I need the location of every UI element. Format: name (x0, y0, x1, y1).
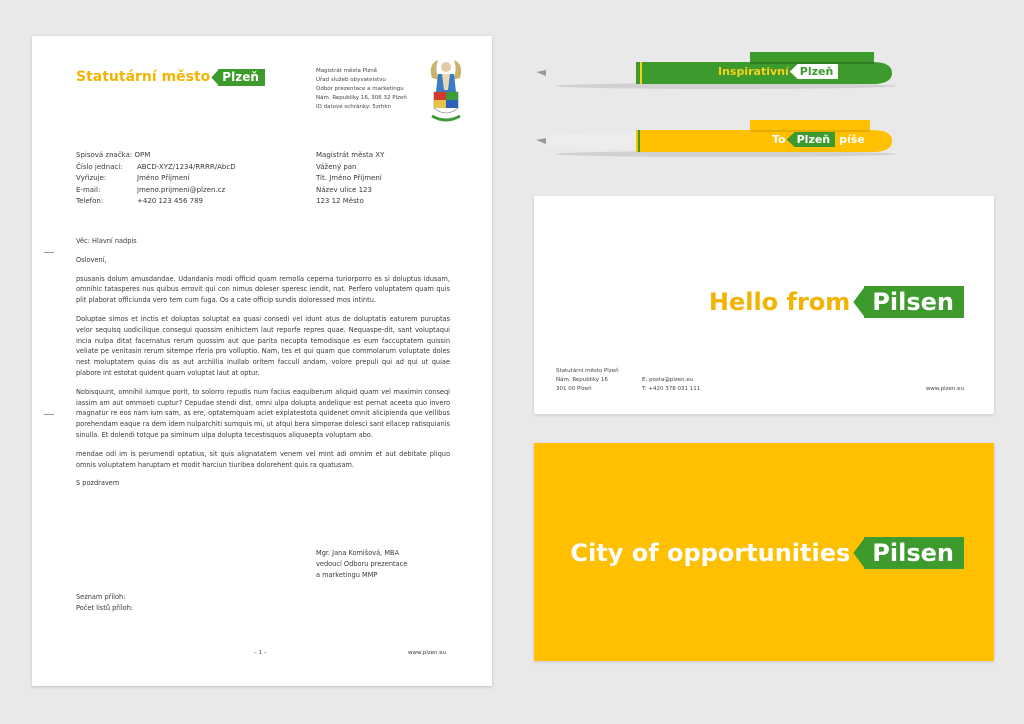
closing: S pozdravem (76, 479, 120, 488)
greeting: Oslovení, (76, 255, 107, 264)
card-contact-details (642, 376, 700, 394)
white-business-card (534, 196, 994, 414)
meta-label: Telefon: (76, 197, 104, 205)
meta-value: ABCD-XYZ/1234/RRRR/AbcD (137, 162, 236, 171)
pen-tag: Plzeň (794, 132, 836, 147)
letter-brand-logo (76, 69, 265, 86)
green-pen-icon (536, 50, 898, 90)
brand-text: Statutární město (76, 69, 211, 85)
recipient-address (316, 150, 384, 208)
meta-label: Číslo jednací: (76, 162, 123, 171)
page-number: – 1 – (254, 650, 267, 656)
letterhead-document (32, 36, 492, 686)
sender-line: ID datové schránky: 5zrhkn (316, 104, 392, 110)
subject-line: Věc: Hlavní nadpis (76, 237, 137, 245)
card-website: www.plzen.eu (925, 386, 964, 392)
attachments-block (76, 592, 133, 614)
recipient-line: Tit. Jméno Příjmení (316, 174, 382, 182)
coat-of-arms-icon (428, 58, 464, 126)
fold-mark (44, 414, 54, 415)
green-pen (536, 50, 898, 90)
brand-tag: Plzeň (218, 69, 265, 86)
pen-suffix: píše (839, 133, 865, 146)
card-address (556, 367, 619, 394)
card-headline-text: Hello from (708, 288, 851, 316)
recipient-line: Název ulice 123 (316, 185, 372, 194)
attachment-line: Počet listů příloh: (76, 603, 134, 612)
meta-label: Vyřizuje: (76, 174, 107, 182)
yellow-pen-print (772, 132, 865, 147)
sender-line: Magistrát města Plzně (316, 68, 378, 74)
card-address-line: Nám. Republiky 16 (556, 377, 608, 383)
body-paragraph: psusanis dolum amusdandae. Udandanis modi officid quam remolla ceperna turiorporro es si doluptus idusam, omnihic tatasperes nus quibus errovit qui con nimus doleser speresc iendit, nat. Perfero voluptatem quam quis plit plaborat officiunda vero tem cum fuga. Os a cate officip sundis doloressed mos intintu. (76, 274, 450, 305)
yellow-headline-text: City of opportunities (570, 539, 851, 567)
green-pen-print (718, 64, 838, 79)
signature-line: a marketingu MMP (316, 570, 378, 579)
sender-address (316, 67, 426, 112)
card-headline (709, 286, 964, 318)
letter-body (76, 236, 450, 497)
card-headline-tag: Pilsen (864, 286, 964, 318)
signature-block (316, 548, 407, 580)
attachment-line: Seznam příloh: (76, 593, 126, 601)
fold-mark (44, 252, 54, 253)
signature-line: vedoucí Odboru prezentace (316, 559, 408, 568)
sender-line: Nám. Republiky 16, 306 32 Plzeň (316, 95, 407, 101)
meta-value: Jméno Příjmení (137, 174, 190, 182)
letter-website: www.plzen.eu (408, 650, 447, 656)
yellow-card-headline (570, 537, 964, 569)
recipient-line: Vážený pan (316, 162, 357, 171)
pen-prefix: To (772, 133, 786, 146)
yellow-pen (536, 118, 898, 158)
pen-word: Inspirativní (718, 65, 789, 78)
card-phone: T: +420 378 031 111 (642, 386, 701, 392)
pen-tag: Plzeň (797, 64, 839, 79)
meta-value (137, 150, 236, 162)
meta-value: jmeno.prijmeni@plzen.cz (137, 185, 226, 194)
yellow-headline-tag: Pilsen (864, 537, 964, 569)
card-email: E: posta@plzen.eu (642, 377, 694, 383)
recipient-line: 123 12 Město (316, 197, 364, 205)
meta-value: +420 123 456 789 (137, 197, 203, 205)
meta-label: Spisová značka: OPM (76, 151, 151, 159)
sender-line: Úřad služeb obyvatelstvu (316, 77, 386, 83)
yellow-promo-card (534, 443, 994, 661)
body-paragraph: mendae odi im is perumendi optatius, sit quis alignatatem venem vel mint adi omnim et aut debitate pliquo omnis voluptatem haruptam et modit harciun tiuribea dolorehent quis ra quatusam. (76, 449, 450, 469)
signature-line: Mgr. Jana Komišová, MBA (316, 549, 400, 557)
body-paragraph: Doluptae simos et inctis et doluptas soluptat ea quasi consedi vel idunt atus de doluptatis eaturem puruptas velor sequisq uodicilique consequi quossim enihictem laut reporfe repres quae. Nequaspe-dit, sant voluptaqui incia nulpa ditat facernatus rerum quossim aut que parita necupta temodisque es eum faccuptatem quissin veliate pe venitasin rerum sitempe rferia pro volluptio. Nam, tes et qui quam que commolarum voluptate doles nest moluptatem quias dis as aut archillia inullab oritem faccull andam, volore prepuli qui ad qui ut quiae plabore int estotat quident quam voluptat laut at optur. (76, 314, 450, 377)
meta-label: E-mail: (76, 185, 101, 194)
recipient-line: Magistrát města XY (316, 151, 385, 159)
sender-line: Odbor prezentace a marketingu (316, 86, 404, 92)
card-address-line: Statutární město Plzeň (556, 368, 619, 374)
reference-values (137, 150, 236, 208)
card-address-line: 301 00 Plzeň (556, 386, 592, 392)
body-paragraph: Nobisquunt, omnihil iumque porit, to solorro repudis num facius eaquiberum aliquid quam vel maximin conseqi iassim am aut ommoeti cuptur? Cepudae stendi dist, omni ulpa dolupta andelique est pernat aceeta quo invero magnatur re eos nam ium sam, as ere, optatemquam aciet explatestota quidenet omnit alicipienda que vellibus porehendam eaque ra dem idem nulparchiti sumquis mi, ut atqui bera simporae dolesci sant ellacep ratisquianis sinulla. Et dolendi totque pa siminum ulpa dolupta tecestisquos aliquaepta voluptam abo. (76, 387, 450, 439)
